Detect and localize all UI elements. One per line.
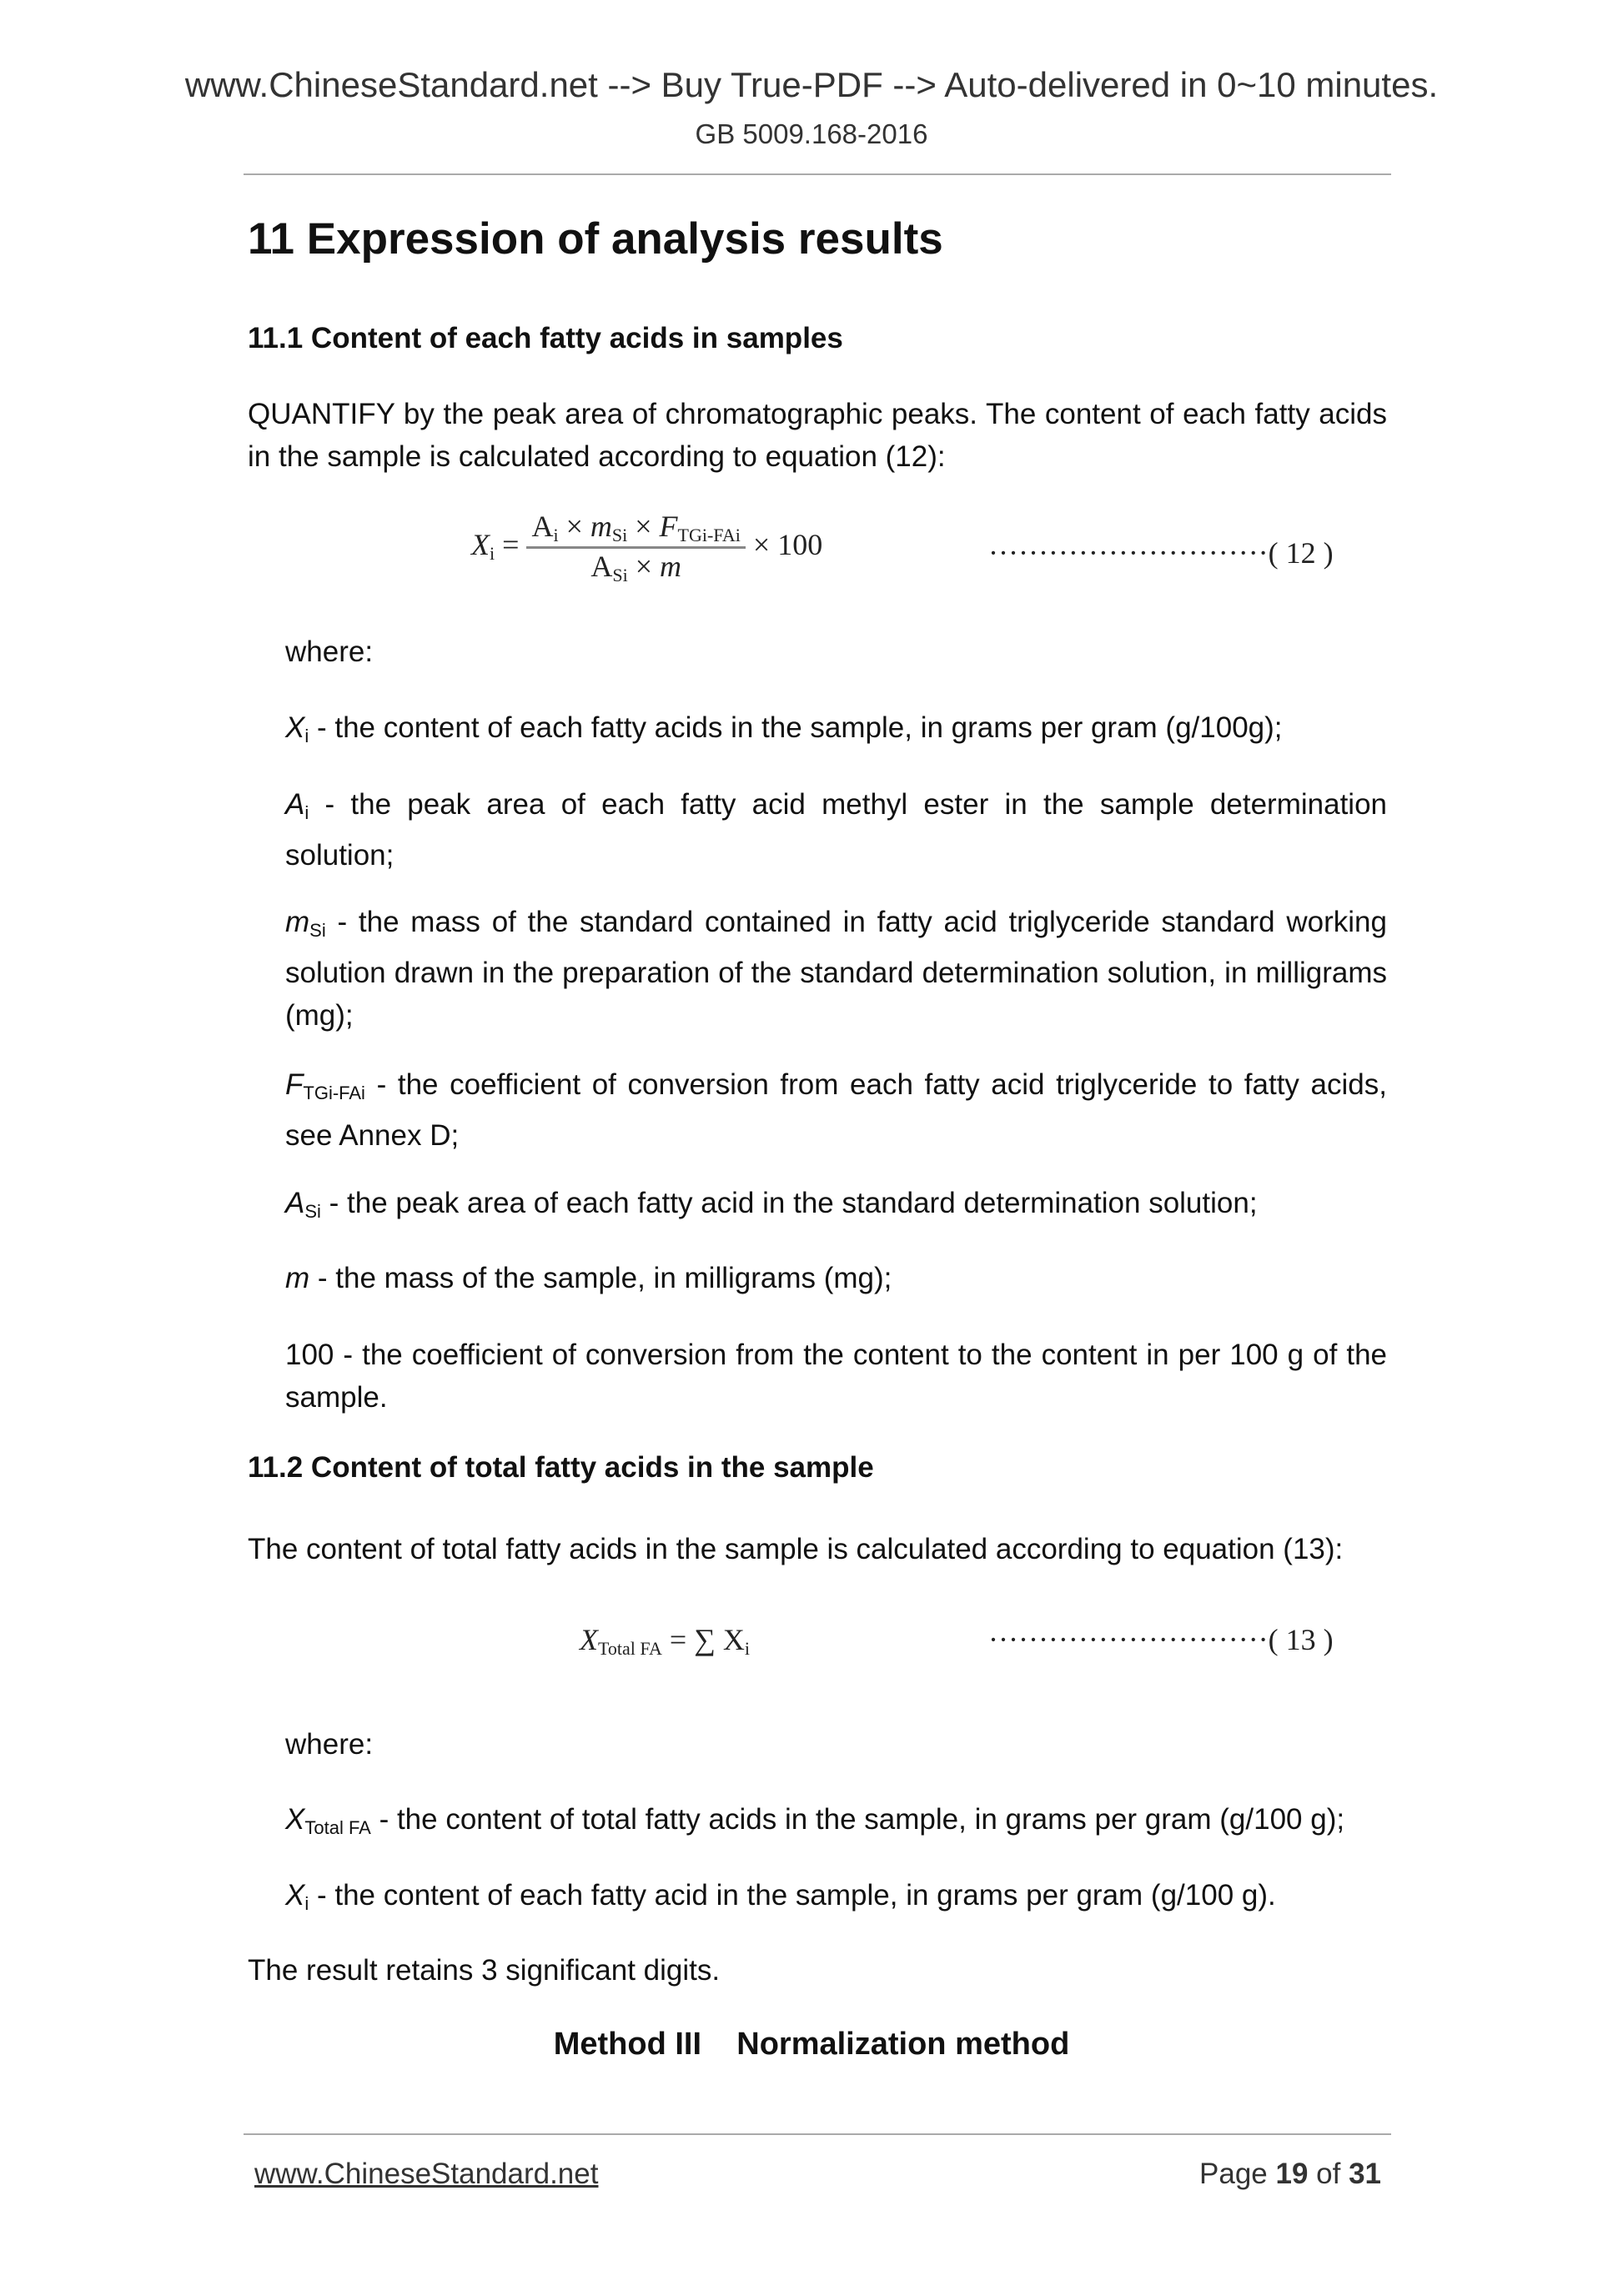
header-divider [244, 173, 1391, 175]
eq-sub: i [744, 1638, 750, 1659]
definition-text: - the mass of the standard contained in fatty acid triglyceride standard working solution drawn in the preparation of the standard determination solution, in milligrams (mg); [285, 906, 1387, 1032]
subsection-heading-11-1: 11.1 Content of each fatty acids in samples [248, 322, 843, 354]
equation-12: $X_i$ = $\frac{A_i \times m_{Si} \times F_{TGi-FAi}}{A_{Si} \times m}$ × 100 [471, 510, 823, 585]
definition-symbol: m [285, 906, 310, 938]
eq-op: × [565, 510, 583, 543]
eq-op: × [635, 510, 652, 543]
definition-subscript: Total FA [304, 1817, 371, 1838]
where-label-2: where: [285, 1728, 374, 1761]
definition-subscript: i [304, 802, 309, 823]
page-total: 31 [1349, 2158, 1381, 2190]
definition-text: - the coefficient of conversion from the content to the content in per 100 g of the sample. [285, 1339, 1387, 1414]
eq-op: = ∑ X [669, 1623, 745, 1656]
definition-symbol: X [285, 1879, 305, 1912]
eq-sub: i [553, 525, 559, 545]
definition-item [285, 1874, 1387, 1925]
eq-op: × 100 [752, 527, 823, 561]
definition-item [285, 1257, 1387, 1299]
definition-text: - the content of each fatty acids in the sample, in grams per gram (g/100g); [309, 711, 1283, 744]
definition-item [285, 706, 1387, 757]
definition-symbol: 100 [285, 1339, 334, 1371]
eq-number: ( 13 ) [1268, 1623, 1334, 1656]
page-indicator [1199, 2158, 1381, 2191]
definition-subscript: TGi-FAi [303, 1083, 365, 1103]
eq-symbol: X [471, 527, 490, 561]
method-heading: Method III Normalization method [553, 2027, 1070, 2062]
eq-symbol: X [580, 1623, 598, 1656]
definition-subscript: Si [304, 1201, 321, 1222]
definition-text: - the peak area of each fatty acid methyl ester in the sample determination solution; [285, 788, 1387, 872]
fraction [526, 509, 745, 586]
eq-sub: Si [611, 525, 628, 545]
intro-paragraph-2: The content of total fatty acids in the sample is calculated according to equation (13): [248, 1533, 1344, 1565]
page-number: 19 [1275, 2158, 1309, 2190]
definition-text: - the peak area of each fatty acid in the standard determination solution; [320, 1187, 1258, 1219]
definition-symbol: F [285, 1068, 304, 1101]
eq-number: ( 12 ) [1268, 536, 1334, 570]
definition-text: - the content of each fatty acid in the sample, in grams per gram (g/100 g). [309, 1879, 1276, 1912]
definition-text: - the content of total fatty acids in the sample, in grams per gram (g/100 g); [370, 1803, 1345, 1836]
equation-13-label: ····························( 13 ) [988, 1623, 1334, 1656]
eq-symbol: m [660, 550, 682, 583]
definition-symbol: X [285, 711, 305, 744]
eq-sub: Si [612, 565, 628, 585]
definition-text: - the coefficient of conversion from each fatty acid triglyceride to fatty acids, see Annex D; [285, 1068, 1387, 1152]
eq-symbol: A [531, 510, 554, 543]
subsection-heading-11-2: 11.2 Content of total fatty acids in the sample [248, 1451, 874, 1484]
eq-symbol: m [590, 510, 612, 543]
equation-13 [580, 1622, 750, 1660]
eq-sub: Total FA [598, 1638, 662, 1659]
intro-paragraph: QUANTIFY by the peak area of chromatographic peaks. The content of each fatty acids in the sample is calculated according to equation (12): [248, 398, 1387, 473]
definition-item [285, 1063, 1387, 1157]
eq-symbol: A [590, 550, 613, 583]
section-title: 11 Expression of analysis results [248, 214, 943, 264]
equation-12-label: ····························( 12 ) [988, 536, 1334, 570]
definition-item [285, 1182, 1387, 1233]
doc-id: GB 5009.168-2016 [695, 118, 928, 149]
result-note: The result retains 3 significant digits. [248, 1954, 721, 1987]
page-label: Page [1199, 2158, 1276, 2190]
definition-item [285, 1334, 1387, 1419]
definition-text: - the mass of the sample, in milligrams (mg); [309, 1262, 892, 1294]
definition-item [285, 1798, 1387, 1849]
eq-sub: i [490, 542, 495, 564]
definition-item [285, 783, 1387, 877]
eq-op: × [635, 550, 653, 583]
page-of: of [1308, 2158, 1349, 2190]
definition-subscript: i [304, 1893, 309, 1914]
footer-link[interactable]: www.ChineseStandard.net [254, 2158, 599, 2190]
header-banner: www.ChineseStandard.net --> Buy True-PDF --> Auto-delivered in 0~10 minutes. [184, 65, 1439, 104]
definition-symbol: A [285, 788, 305, 821]
where-label: where: [285, 636, 374, 668]
definition-subscript: i [304, 726, 309, 746]
definition-item [285, 901, 1387, 1037]
footer-divider [244, 2133, 1391, 2135]
definition-subscript: Si [309, 920, 326, 941]
eq-sub: TGi-FAi [677, 525, 741, 545]
eq-symbol: F [659, 510, 678, 543]
definition-symbol: X [285, 1803, 305, 1836]
definition-symbol: m [285, 1262, 310, 1294]
definition-symbol: A [285, 1187, 305, 1219]
